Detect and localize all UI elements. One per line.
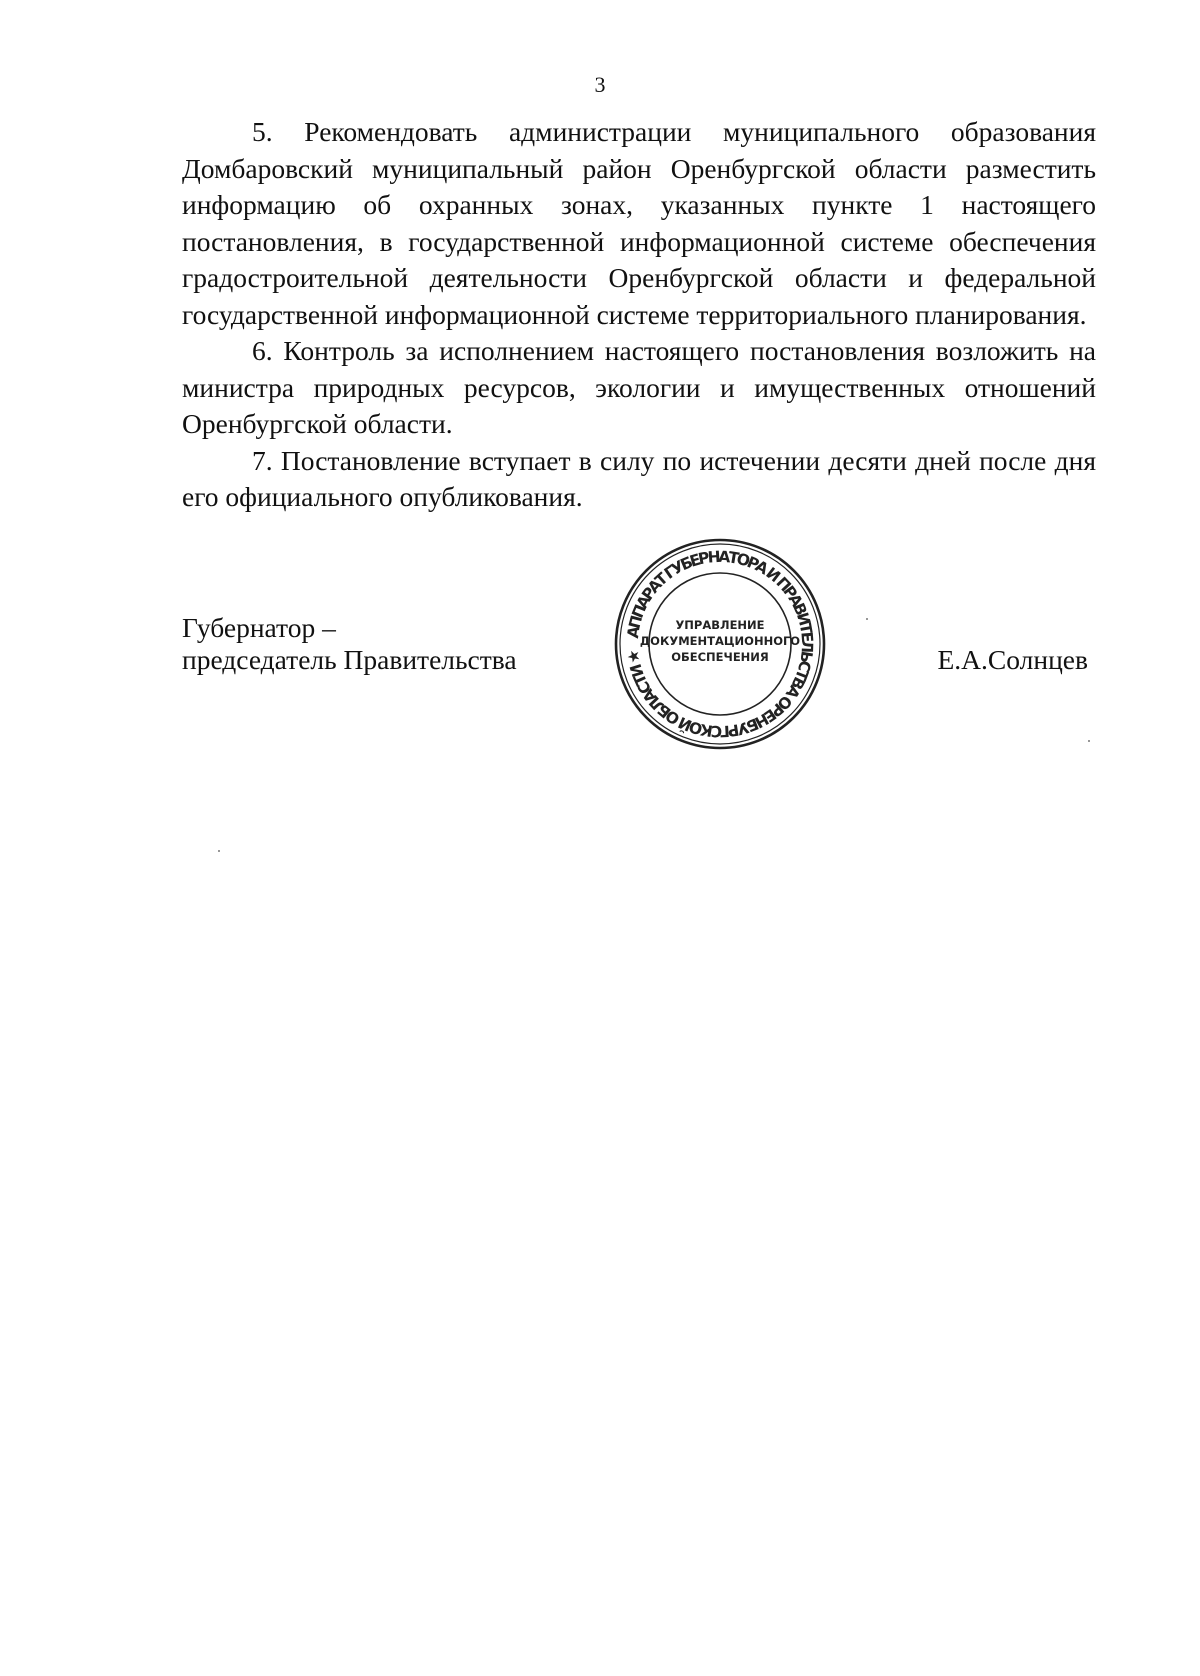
stamp-center-line-2: ДОКУМЕНТАЦИОННОГО xyxy=(639,634,801,648)
stamp-center-line-1: УПРАВЛЕНИЕ xyxy=(675,618,765,632)
signatory-title-line-1: Губернатор – xyxy=(182,612,336,643)
signatory-title xyxy=(182,612,602,676)
paragraph-7: 7. Постановление вступает в силу по истечении десяти дней после дня его официального опубликования. xyxy=(182,444,1096,512)
stamp-center-line-3: ОБЕСПЕЧЕНИЯ xyxy=(671,650,769,664)
scan-speck xyxy=(866,618,868,620)
scan-speck xyxy=(218,850,220,852)
stamp-ring-textpath: АППАРАТ ГУБЕРНАТОРА И ПРАВИТЕЛЬСТВА ОРЕНБУРГСКОЙ ОБЛАСТИ ★ xyxy=(623,547,817,741)
scan-speck xyxy=(1088,740,1090,742)
page-number: 3 xyxy=(594,72,606,97)
official-stamp xyxy=(608,532,832,756)
signatory-name: Е.А.Солнцев xyxy=(937,644,1088,675)
paragraph-5: 5. Рекомендовать администрации муниципального образования Домбаровский муниципальный район Оренбургской области разместить информацию об охранных зонах, указанных пункте 1 настоящего постановления, в государственной информационной системе обеспечения градостроительной деятельности Оренбургской области и федеральной государственной информационной системе территориального планирования. xyxy=(182,116,1096,330)
document-body xyxy=(182,114,1096,516)
signatory-title-line-2: председатель Правительства xyxy=(182,644,517,675)
paragraph-6: 6. Контроль за исполнением настоящего постановления возложить на министра природных ресурсов, экологии и имущественных отношений Оренбургской области. xyxy=(182,335,1096,439)
stamp-seal-icon xyxy=(608,532,832,756)
